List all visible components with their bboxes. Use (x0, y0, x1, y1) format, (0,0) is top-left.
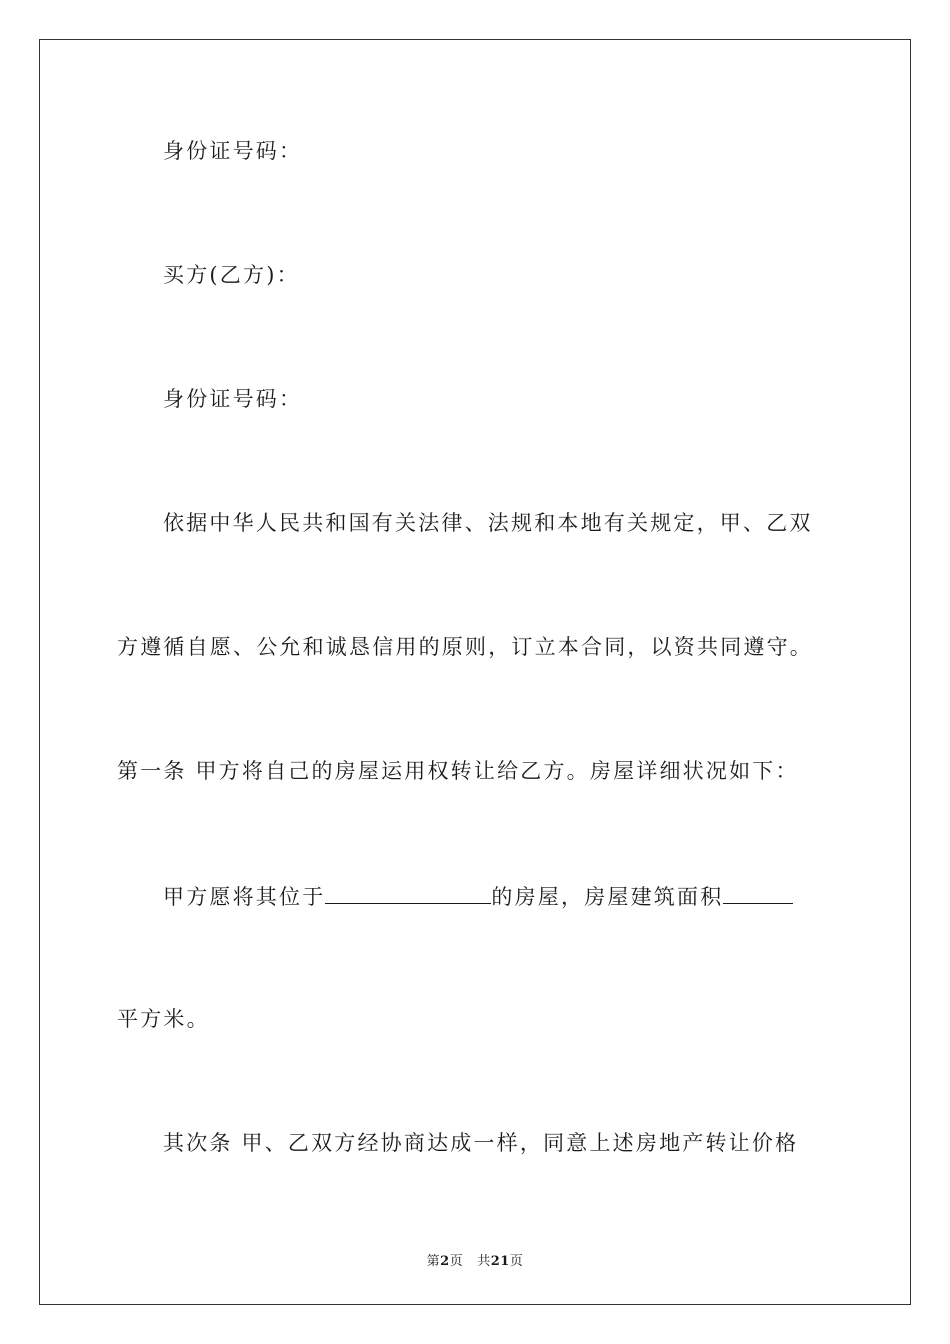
seller-id-label: 身份证号码： (163, 139, 303, 163)
area-blank-field (723, 885, 793, 904)
buyer-label: 买方(乙方)： (163, 263, 300, 287)
total-suffix: 页 (509, 1254, 524, 1269)
page-number: 2 (440, 1254, 450, 1269)
house-area-text: 的房屋，房屋建筑面积 (491, 885, 724, 909)
article-1-heading: 第一条 甲方将自己的房屋运用权转让给乙方。房屋详细状况如下： (117, 759, 799, 783)
house-location-line (163, 885, 793, 908)
page-border (39, 39, 911, 1305)
buyer-id-label: 身份证号码： (163, 387, 303, 411)
total-prefix: 共 (477, 1254, 491, 1269)
page-footer (0, 1250, 950, 1269)
basis-paragraph-line-2: 方遵循自愿、公允和诚恳信用的原则，订立本合同，以资共同遵守。 (117, 635, 813, 659)
location-blank-field (325, 885, 491, 904)
house-location-text: 甲方愿将其位于 (163, 885, 326, 909)
total-pages: 21 (490, 1254, 510, 1269)
page-prefix: 第 (426, 1254, 441, 1269)
basis-paragraph-line-1: 依据中华人民共和国有关法律、法规和本地有关规定，甲、乙双 (163, 511, 813, 535)
house-area-unit-line: 平方米。 (117, 1007, 210, 1031)
article-2-heading: 其次条 甲、乙双方经协商达成一样，同意上述房地产转让价格 (163, 1131, 799, 1155)
page-suffix: 页 (449, 1254, 464, 1269)
